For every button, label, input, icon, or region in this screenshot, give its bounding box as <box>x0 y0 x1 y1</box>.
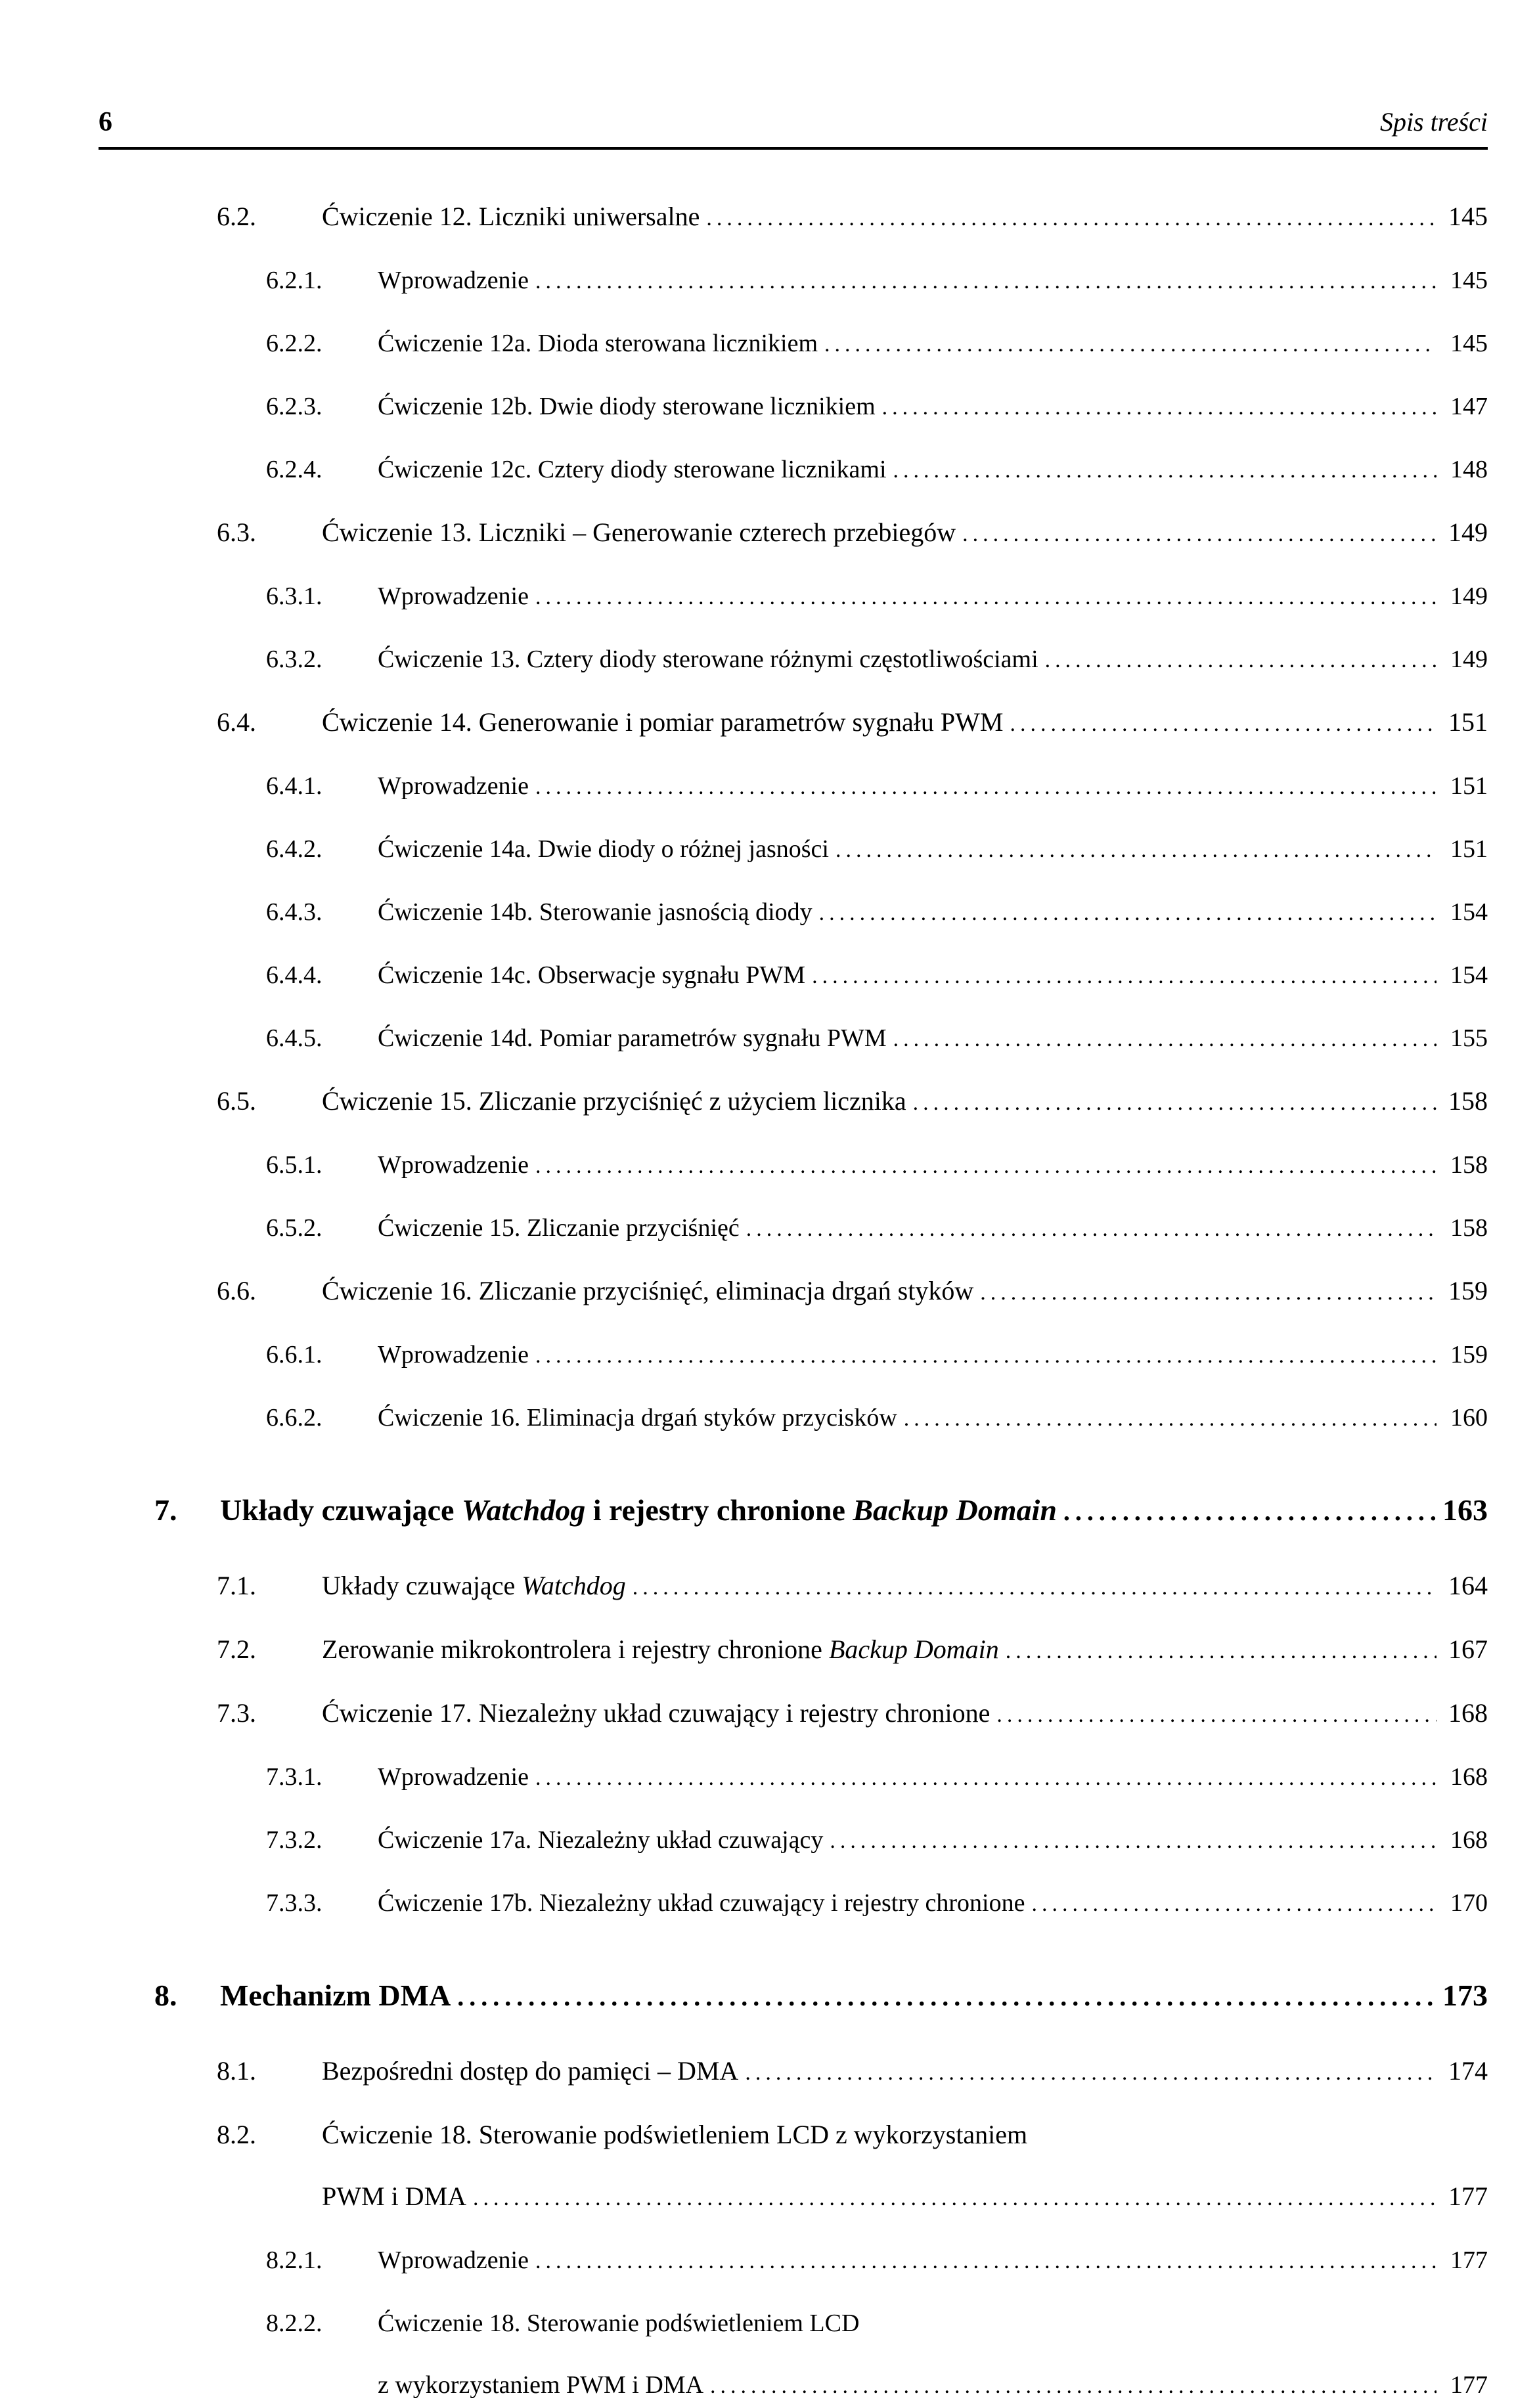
toc-entry-title <box>322 2104 1027 2166</box>
toc-entry-line <box>378 376 1488 439</box>
toc-entry <box>99 1555 1488 1619</box>
toc-entry-page: 173 <box>1442 1979 1488 2012</box>
dot-leader <box>535 2229 1437 2292</box>
title-segment: Układy czuwające <box>322 1571 522 1600</box>
toc-entry-title <box>378 1134 529 1196</box>
toc-entry-line <box>378 755 1488 818</box>
dot-leader <box>962 502 1437 565</box>
dot-leader <box>819 881 1437 944</box>
toc-entry <box>99 1007 1488 1070</box>
toc-entry-title <box>378 818 829 880</box>
title-segment: Ćwiczenie 15. Zliczanie przyciśnięć <box>378 1214 740 1242</box>
title-segment: Ćwiczenie 12c. Cztery diody sterowane licznikami <box>378 456 887 483</box>
toc-entry <box>99 2292 1488 2408</box>
title-segment: i rejestry chronione <box>585 1493 853 1527</box>
dot-leader <box>473 2166 1437 2229</box>
toc-entry <box>99 755 1488 818</box>
title-segment: Ćwiczenie 18. Sterowanie podświetleniem LCD z wykorzystaniem <box>322 2120 1028 2149</box>
toc-entry-number: 8.1. <box>217 2056 256 2086</box>
title-segment: Wprowadzenie <box>378 1763 529 1791</box>
toc-entry-line <box>378 881 1488 944</box>
toc-entry <box>99 1963 1488 2030</box>
title-segment: Watchdog <box>461 1493 586 1527</box>
toc-entry-page: 167 <box>1448 1634 1488 1664</box>
toc-entry-line <box>378 439 1488 502</box>
toc-entry <box>99 2040 1488 2104</box>
toc-entry-number: 6.2.1. <box>266 267 323 294</box>
title-segment: z wykorzystaniem PWM i DMA <box>378 2371 704 2399</box>
title-segment: Ćwiczenie 16. Zliczanie przyciśnięć, eliminacja drgań styków <box>322 1276 974 1305</box>
dot-leader <box>706 186 1437 250</box>
toc-entry <box>99 1134 1488 1197</box>
toc-entry-page: 168 <box>1450 1763 1488 1791</box>
toc-entry-line <box>378 2292 1488 2354</box>
toc-entry-number: 6.2. <box>217 202 256 231</box>
toc-entry-number: 8.2. <box>217 2120 256 2149</box>
dot-leader <box>913 1070 1437 1134</box>
toc-entry-title <box>378 250 529 311</box>
toc-entry-line <box>378 818 1488 881</box>
toc-entry-title <box>378 565 529 627</box>
toc-entry-page: 145 <box>1448 202 1488 231</box>
toc-entry-page: 154 <box>1450 961 1488 989</box>
toc-entry-number: 6.6.1. <box>266 1341 323 1368</box>
title-segment: PWM i DMA <box>322 2181 467 2211</box>
toc-entry-page: 174 <box>1448 2056 1488 2086</box>
title-segment: Ćwiczenie 17. Niezależny układ czuwający i rejestry chronione <box>322 1698 991 1728</box>
toc-entry-title <box>378 313 818 374</box>
toc-entry-page: 151 <box>1450 772 1488 800</box>
title-segment: Wprowadzenie <box>378 2246 529 2274</box>
toc-entry-page: 158 <box>1450 1151 1488 1179</box>
toc-entry-title <box>322 1682 990 1744</box>
title-segment: Zerowanie mikrokontrolera i rejestry chronione <box>322 1634 829 1664</box>
toc-entry-page: 158 <box>1450 1214 1488 1242</box>
toc-entry-number: 6.4.4. <box>266 961 323 989</box>
toc-entry-number: 7.3.2. <box>266 1826 323 1854</box>
toc-entry-title <box>322 2166 466 2227</box>
toc-entry-title <box>378 1809 823 1871</box>
toc-entry-title <box>378 376 876 437</box>
title-segment: Ćwiczenie 15. Zliczanie przyciśnięć z użyciem licznika <box>322 1086 906 1116</box>
toc-entry-page: 145 <box>1450 267 1488 294</box>
toc-entry-title <box>378 1324 529 1386</box>
toc-entry-title <box>378 881 813 943</box>
title-segment: Ćwiczenie 14b. Sterowanie jasnością diody <box>378 898 813 926</box>
title-segment: Ćwiczenie 17a. Niezależny układ czuwający <box>378 1826 824 1854</box>
dot-leader <box>1031 1872 1437 1935</box>
toc-entry-number: 6.5.1. <box>266 1151 323 1179</box>
toc-entry-page: 170 <box>1450 1889 1488 1917</box>
toc-entry <box>99 691 1488 755</box>
toc-entry <box>99 1809 1488 1872</box>
toc-entry-number: 7.1. <box>217 1571 256 1600</box>
dot-leader <box>996 1682 1437 1746</box>
dot-leader <box>535 565 1437 628</box>
toc-entry-number: 6.6. <box>217 1276 256 1305</box>
toc-entry-number: 6.4.2. <box>266 835 323 863</box>
dot-leader <box>1006 1619 1437 1682</box>
toc-entry-line <box>378 1007 1488 1070</box>
toc-entry <box>99 186 1488 250</box>
toc-entry <box>99 313 1488 376</box>
toc-entry-line <box>378 313 1488 376</box>
folio-page-number: 6 <box>99 107 112 137</box>
toc-entry-title <box>322 186 700 248</box>
title-segment: Ćwiczenie 14. Generowanie i pomiar parametrów sygnału PWM <box>322 707 1004 737</box>
toc-entry-title <box>220 1478 1057 1543</box>
toc-entry-page: 154 <box>1450 898 1488 926</box>
toc-entry <box>99 1070 1488 1134</box>
title-segment: Wprowadzenie <box>378 1341 529 1368</box>
dot-leader <box>535 1746 1437 1809</box>
toc-entry-page: 151 <box>1448 707 1488 737</box>
toc-entry-title <box>378 1387 897 1449</box>
dot-leader <box>535 250 1437 313</box>
toc-entry <box>99 502 1488 565</box>
toc-entry <box>99 1619 1488 1682</box>
toc-entry-page: 160 <box>1450 1404 1488 1432</box>
dot-leader <box>633 1555 1437 1619</box>
toc-entry <box>99 1197 1488 1260</box>
dot-leader <box>824 313 1437 376</box>
toc-entry-number: 6.2.4. <box>266 456 323 483</box>
title-segment: Watchdog <box>522 1571 626 1600</box>
toc-entry <box>99 1324 1488 1387</box>
page-header <box>99 105 1488 139</box>
toc-entry-number: 6.4.1. <box>266 772 323 800</box>
toc-entry-line <box>378 944 1488 1007</box>
toc-entry-title <box>378 1872 1025 1934</box>
toc-entry-title <box>322 1070 906 1132</box>
toc-entry-title <box>378 1746 529 1808</box>
dot-leader <box>882 376 1437 439</box>
title-segment: Ćwiczenie 17b. Niezależny układ czuwający i rejestry chronione <box>378 1889 1025 1917</box>
title-segment: Ćwiczenie 18. Sterowanie podświetleniem LCD <box>378 2309 860 2337</box>
toc-entry-title <box>378 2229 529 2291</box>
toc-entry-page: 163 <box>1442 1493 1488 1527</box>
toc-entry-page: 147 <box>1450 393 1488 420</box>
dot-leader <box>893 439 1437 502</box>
toc-entry-number: 6.3. <box>217 517 256 547</box>
toc-entry <box>99 1682 1488 1746</box>
toc-entry-title <box>378 1007 887 1069</box>
toc-entry-number: 7.3. <box>217 1698 256 1728</box>
toc-entry-line <box>378 2229 1488 2292</box>
toc-entry-number: 6.3.2. <box>266 646 323 673</box>
title-segment: Ćwiczenie 14d. Pomiar parametrów sygnału PWM <box>378 1024 887 1052</box>
dot-leader <box>710 2354 1437 2408</box>
toc-entry-page: 168 <box>1448 1698 1488 1728</box>
toc-entry-number: 7.2. <box>217 1634 256 1664</box>
dot-leader <box>830 1809 1437 1872</box>
toc-entry <box>99 1872 1488 1935</box>
title-segment: Ćwiczenie 14c. Obserwacje sygnału PWM <box>378 961 806 989</box>
title-segment: Ćwiczenie 12. Liczniki uniwersalne <box>322 202 700 231</box>
toc-entry <box>99 818 1488 881</box>
toc-entry <box>99 250 1488 313</box>
toc-entry-title <box>322 2040 738 2102</box>
toc-entry <box>99 376 1488 439</box>
toc-entry-line <box>322 1682 1488 1746</box>
title-segment: Bezpośredni dostęp do pamięci – DMA <box>322 2056 739 2086</box>
toc-entry-title <box>378 628 1038 690</box>
toc-entry-title <box>322 691 1003 753</box>
toc-entry-line <box>322 2166 1488 2229</box>
dot-leader <box>746 1197 1437 1260</box>
toc-entry-page: 158 <box>1448 1086 1488 1116</box>
toc-entry <box>99 628 1488 691</box>
toc-entry-page: 145 <box>1450 330 1488 357</box>
dot-leader <box>535 1324 1437 1387</box>
toc-entry-number: 7.3.1. <box>266 1763 323 1791</box>
toc-entry-number: 8. <box>154 1979 177 2012</box>
toc-entry-number: 6.5.2. <box>266 1214 323 1242</box>
title-segment: Wprowadzenie <box>378 772 529 800</box>
toc-entry-number: 7.3.3. <box>266 1889 323 1917</box>
toc-entry-title <box>378 439 887 500</box>
toc-entry-page: 148 <box>1450 456 1488 483</box>
title-segment: Backup Domain <box>828 1634 999 1664</box>
toc-entry-title <box>322 1555 626 1617</box>
toc-entry-title <box>378 944 805 1006</box>
title-segment: Ćwiczenie 12b. Dwie diody sterowane licznikiem <box>378 393 876 420</box>
toc-entry <box>99 439 1488 502</box>
toc-entry-number: 6.5. <box>217 1086 256 1116</box>
dot-leader <box>1010 691 1437 755</box>
toc-entry-page: 155 <box>1450 1024 1488 1052</box>
toc-entry <box>99 2104 1488 2229</box>
toc-entry <box>99 2229 1488 2292</box>
toc-entry-line <box>378 1872 1488 1935</box>
toc-entry-title <box>378 2354 703 2408</box>
title-segment: Ćwiczenie 16. Eliminacja drgań styków przycisków <box>378 1404 897 1432</box>
toc-entry-line <box>378 1197 1488 1260</box>
toc-entry-title <box>378 2292 859 2354</box>
toc-entry-title <box>220 1963 451 2028</box>
toc-entry-page: 151 <box>1450 835 1488 863</box>
title-segment: Ćwiczenie 14a. Dwie diody o różnej jasności <box>378 835 829 863</box>
toc-entry-page: 164 <box>1448 1571 1488 1600</box>
toc-entry-title <box>322 1619 999 1680</box>
toc-entry-number: 6.4.3. <box>266 898 323 926</box>
toc-entry-line <box>378 250 1488 313</box>
toc-entry-number: 7. <box>154 1493 177 1527</box>
toc-entry <box>99 1387 1488 1450</box>
toc-entry <box>99 944 1488 1007</box>
toc-entry-title <box>322 1260 973 1322</box>
toc-entry-line <box>378 1387 1488 1450</box>
title-segment: Wprowadzenie <box>378 1151 529 1179</box>
title-segment: Wprowadzenie <box>378 267 529 294</box>
title-segment: Backup Domain <box>853 1493 1057 1527</box>
running-title: Spis treści <box>1379 107 1488 137</box>
toc-entry-page: 177 <box>1448 2181 1488 2211</box>
toc-entry-line <box>378 1746 1488 1809</box>
dot-leader <box>835 818 1437 881</box>
title-segment: Ćwiczenie 13. Liczniki – Generowanie czterech przebiegów <box>322 517 956 547</box>
toc-entry-number: 6.4. <box>217 707 256 737</box>
toc-entry-line <box>378 565 1488 628</box>
toc-entry-line <box>322 186 1488 250</box>
toc-entry-number: 6.2.3. <box>266 393 323 420</box>
title-segment: Wprowadzenie <box>378 582 529 610</box>
toc-entry-page: 149 <box>1450 582 1488 610</box>
toc-entry-page: 159 <box>1448 1276 1488 1305</box>
toc-entry-line <box>378 2354 1488 2408</box>
toc-entry-line <box>378 1809 1488 1872</box>
toc-entry-line <box>322 691 1488 755</box>
toc-entry <box>99 1260 1488 1324</box>
toc-entry-page: 168 <box>1450 1826 1488 1854</box>
title-segment: Ćwiczenie 13. Cztery diody sterowane różnymi częstotliwościami <box>378 646 1038 673</box>
toc-entry-title <box>378 755 529 817</box>
toc-entry-line <box>322 2040 1488 2104</box>
toc-entry-line <box>378 1324 1488 1387</box>
toc-entry-line <box>322 1619 1488 1682</box>
toc-entry-title <box>378 1197 740 1259</box>
toc-entry-number: 8.2.1. <box>266 2246 323 2274</box>
toc-entry-line <box>322 502 1488 565</box>
title-segment: Ćwiczenie 12a. Dioda sterowana licznikiem <box>378 330 818 357</box>
title-segment: Układy czuwające <box>220 1493 462 1527</box>
toc-entry-page: 149 <box>1448 517 1488 547</box>
dot-leader <box>745 2040 1437 2104</box>
toc-entry-line <box>322 1260 1488 1324</box>
toc-entry-number: 6.3.1. <box>266 582 323 610</box>
toc-entry <box>99 881 1488 944</box>
toc-entry-line <box>220 1478 1488 1544</box>
toc-entry-number: 6.6.2. <box>266 1404 323 1432</box>
toc-entry-line <box>322 2104 1488 2166</box>
toc-entry-number: 6.4.5. <box>266 1024 323 1052</box>
dot-leader <box>904 1387 1437 1450</box>
toc-entry <box>99 1746 1488 1809</box>
toc-entry-page: 177 <box>1450 2371 1488 2399</box>
toc-entry-title <box>322 502 956 563</box>
toc-entry-line <box>378 628 1488 691</box>
toc-entry-number: 6.2.2. <box>266 330 323 357</box>
dot-leader <box>893 1007 1437 1070</box>
toc-entry-number: 8.2.2. <box>266 2309 323 2337</box>
dot-leader <box>1063 1478 1437 1544</box>
toc-entry-page: 159 <box>1450 1341 1488 1368</box>
dot-leader <box>457 1963 1437 2030</box>
toc-entry-line <box>322 1070 1488 1134</box>
header-rule <box>99 147 1488 150</box>
toc-entry-page: 149 <box>1450 646 1488 673</box>
dot-leader <box>535 1134 1437 1197</box>
toc-entry-line <box>378 1134 1488 1197</box>
dot-leader <box>535 755 1437 818</box>
dot-leader <box>812 944 1437 1007</box>
dot-leader <box>980 1260 1437 1324</box>
dot-leader <box>1045 628 1437 691</box>
toc-entry <box>99 565 1488 628</box>
title-segment: Mechanizm DMA <box>220 1979 451 2012</box>
toc-entry-page: 177 <box>1450 2246 1488 2274</box>
toc-entry-line <box>220 1963 1488 2030</box>
toc-entry-line <box>322 1555 1488 1619</box>
toc-entry <box>99 1478 1488 1544</box>
toc-list <box>99 186 1488 2408</box>
